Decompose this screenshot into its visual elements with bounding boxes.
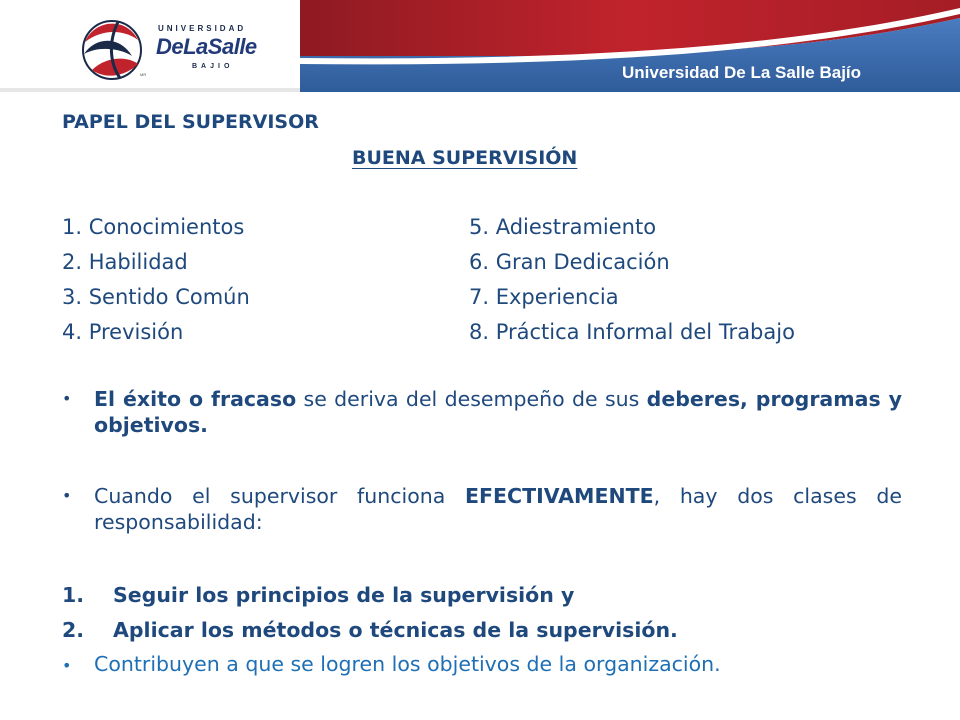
- list-item: 5. Adiestramiento: [469, 215, 657, 239]
- bullet-dot: •: [62, 656, 72, 675]
- bold-phrase: El éxito o fracaso: [94, 387, 297, 411]
- step-text: Aplicar los métodos o técnicas de la supervisión.: [113, 618, 678, 642]
- step-item: [62, 618, 678, 642]
- university-logo: [82, 12, 282, 82]
- final-bullet: [62, 652, 721, 676]
- list-item: 6. Gran Dedicación: [469, 250, 670, 274]
- bold-phrase: EFECTIVAMENTE: [465, 484, 654, 508]
- logo-campus-text: BAJIO: [192, 63, 234, 70]
- step-item: [62, 583, 574, 607]
- list-item: 1. Conocimientos: [62, 215, 245, 239]
- final-bullet-text: Contribuyen a que se logren los objetivos de la organización.: [94, 652, 721, 676]
- bullet-text: [94, 483, 902, 535]
- bullet-dot: •: [62, 389, 72, 408]
- logo-name-text: DeLaSalle: [156, 34, 257, 59]
- banner-title: Universidad De La Salle Bajío: [622, 63, 862, 82]
- logo-top-text: UNIVERSIDAD: [158, 24, 247, 33]
- plain-phrase: Cuando el supervisor funciona: [94, 484, 466, 508]
- list-item: 2. Habilidad: [62, 250, 188, 274]
- logo-mark-text: MR: [140, 72, 147, 77]
- header-banner: [0, 0, 960, 92]
- list-item: 4. Previsión: [62, 320, 184, 344]
- list-item: 8. Práctica Informal del Trabajo: [469, 320, 795, 344]
- bullet-text: [94, 386, 902, 438]
- bullet-paragraph-success: [62, 386, 902, 438]
- section-title: PAPEL DEL SUPERVISOR: [62, 111, 319, 133]
- list-item: 7. Experiencia: [469, 285, 619, 309]
- step-text: Seguir los principios de la supervisión y: [113, 583, 575, 607]
- plain-phrase: , hay dos clases de responsabilidad:: [94, 484, 902, 534]
- bullet-paragraph-effective: [62, 483, 902, 535]
- step-number: 2.: [62, 618, 85, 642]
- plain-phrase: se deriva del desempeño de sus: [296, 387, 647, 411]
- bullet-dot: •: [62, 486, 72, 505]
- subtitle: BUENA SUPERVISIÓN: [352, 147, 578, 169]
- bold-phrase: deberes, programas y objetivos.: [94, 387, 902, 437]
- list-item: 3. Sentido Común: [62, 285, 250, 309]
- step-number: 1.: [62, 583, 85, 607]
